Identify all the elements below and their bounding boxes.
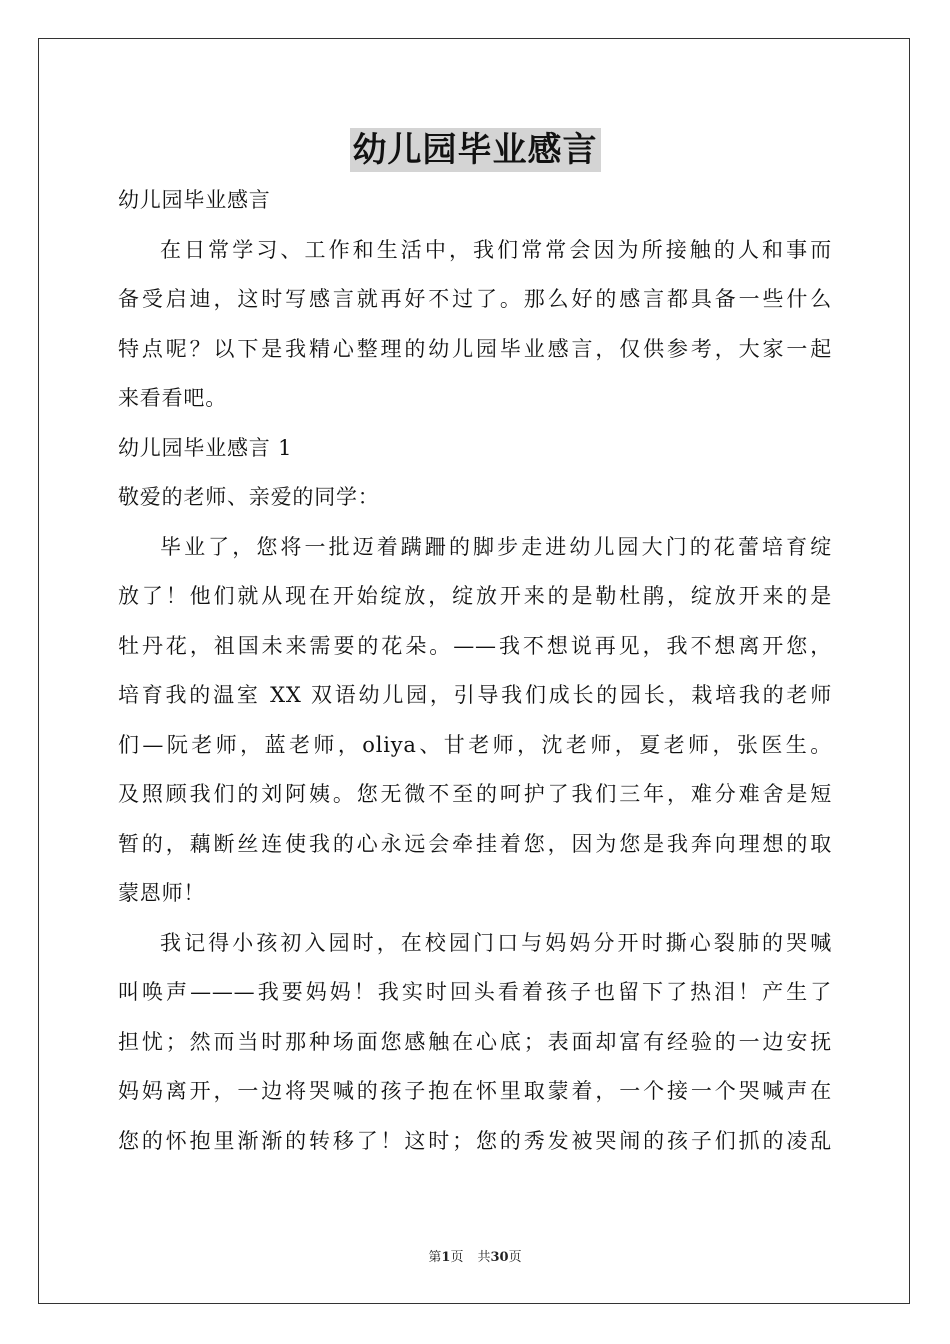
body-line: 在日常学习、工作和生活中，我们常常会因为所接触的人和事而 <box>160 237 832 262</box>
body-line: 蒙恩师！ <box>118 881 206 905</box>
body-line: 备受启迪，这时写感言就再好不过了。那么好的感言都具备一些什么 <box>118 287 832 311</box>
body-line: 们—阮老师，蓝老师，oliya、甘老师，沈老师，夏老师，张医生。 <box>118 732 832 757</box>
body-line: 毕业了，您将一批迈着蹒跚的脚步走进幼儿园大门的花蕾培育绽 <box>160 534 832 559</box>
page-prefix: 第 <box>428 1250 442 1265</box>
body-line: 叫唤声———我要妈妈！我实时回头看着孩子也留下了热泪！产生了 <box>118 980 832 1004</box>
document-title-text: 幼儿园毕业感言 <box>350 128 601 172</box>
body-line: 您的怀抱里渐渐的转移了！这时；您的秀发被哭闹的孩子们抓的凌乱 <box>118 1128 832 1153</box>
body-line: 牡丹花，祖国未来需要的花朵。——我不想说再见，我不想离开您， <box>118 633 832 658</box>
total-prefix: 共 <box>477 1250 491 1265</box>
document-title <box>0 128 950 172</box>
body-line: 及照顾我们的刘阿姨。您无微不至的呵护了我们三年，难分难舍是短 <box>118 782 832 806</box>
page-total: 30 <box>490 1250 509 1265</box>
body-line: 我记得小孩初入园时，在校园门口与妈妈分开时撕心裂肺的哭喊 <box>160 930 832 955</box>
body-line: 来看看吧。 <box>118 386 227 410</box>
body-line: 暂的，藕断丝连使我的心永远会牵挂着您，因为您是我奔向理想的取 <box>118 831 832 856</box>
page-suffix: 页 <box>450 1250 464 1265</box>
document-body <box>118 176 832 1166</box>
body-line: 特点呢？以下是我精心整理的幼儿园毕业感言，仅供参考，大家一起 <box>118 336 832 361</box>
body-line: 放了！他们就从现在开始绽放，绽放开来的是勒杜鹃，绽放开来的是 <box>118 584 832 608</box>
body-line: 幼儿园毕业感言 <box>118 188 271 212</box>
page-footer <box>0 1246 950 1265</box>
salutation: 敬爱的老师、亲爱的同学： <box>118 485 380 509</box>
body-line: 培育我的温室 XX 双语幼儿园，引导我们成长的园长，栽培我的老师 <box>118 683 832 707</box>
page-number: 1 <box>441 1250 451 1265</box>
section-heading: 幼儿园毕业感言 1 <box>118 435 293 460</box>
total-suffix: 页 <box>508 1250 522 1265</box>
body-line: 担忧；然而当时那种场面您感触在心底；表面却富有经验的一边安抚 <box>118 1029 832 1054</box>
body-line: 妈妈离开，一边将哭喊的孩子抱在怀里取蒙着，一个接一个哭喊声在 <box>118 1079 832 1103</box>
